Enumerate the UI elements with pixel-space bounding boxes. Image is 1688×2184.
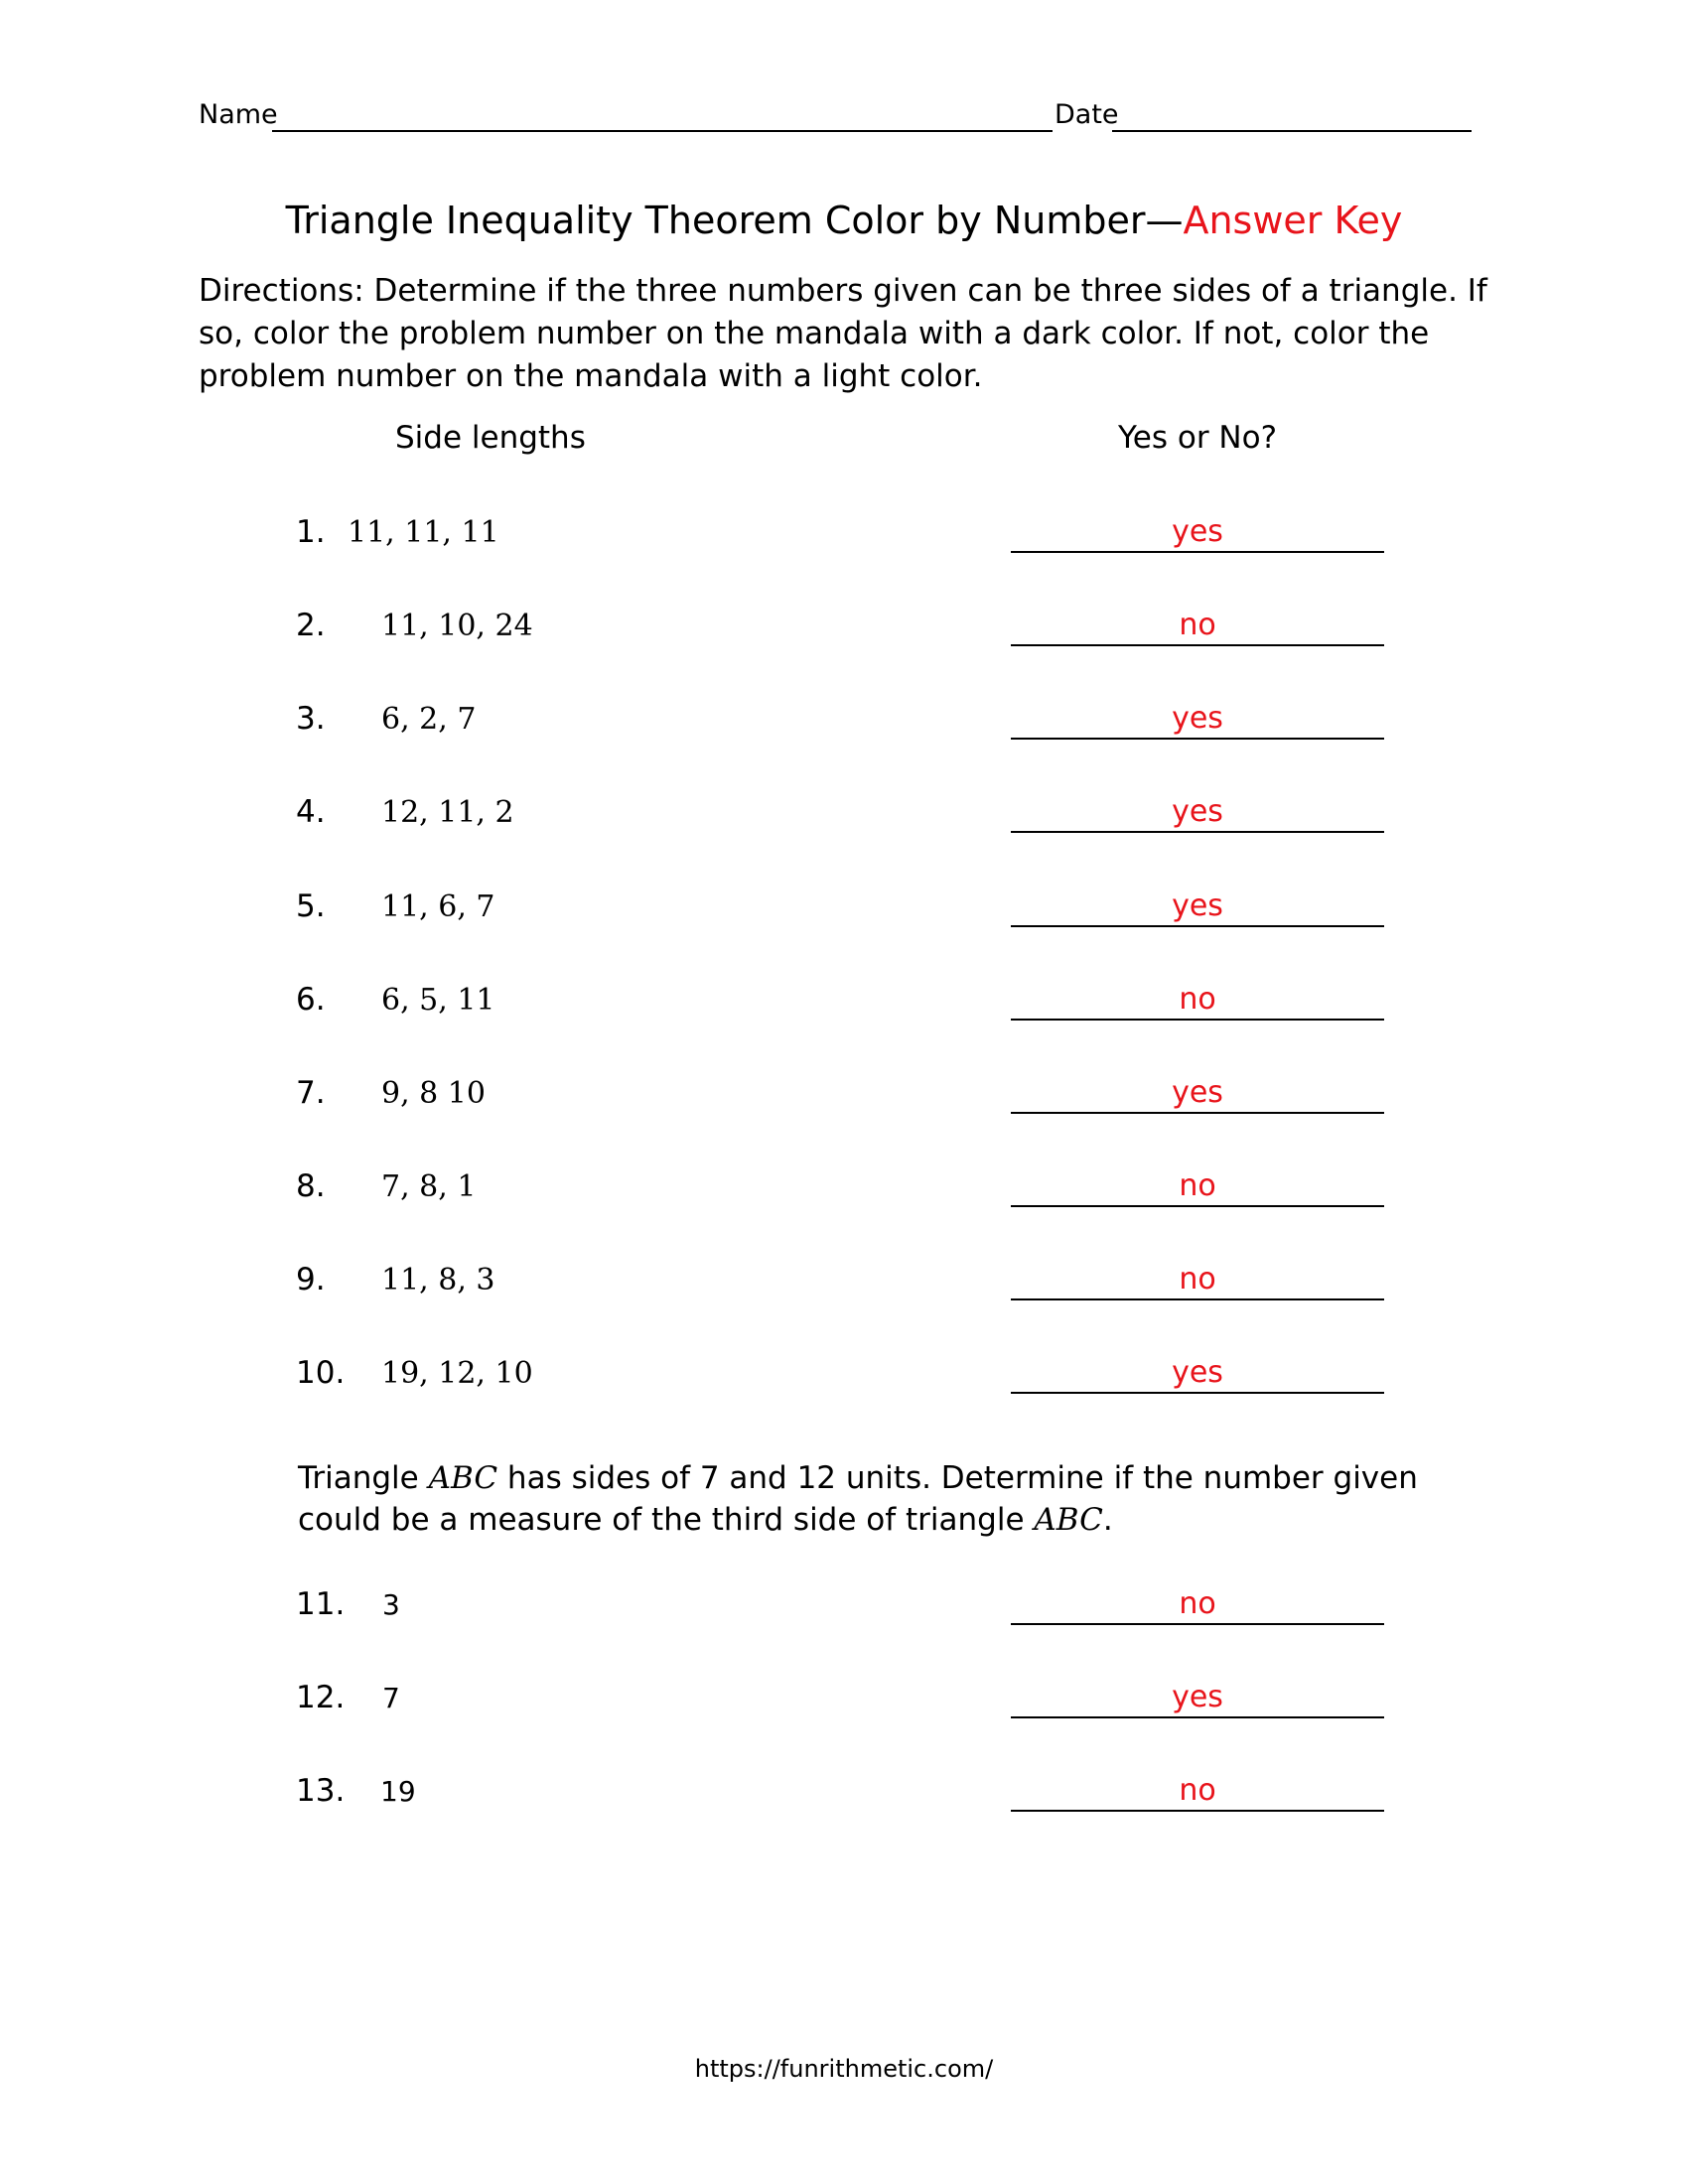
answer-line[interactable] [1011,551,1384,553]
answer-line[interactable] [1011,1298,1384,1300]
problem-number: 5. [296,888,326,924]
directions-text: : Determine if the three numbers given can be three sides of a triangle. If so, color the problem number on the mandala with a dark color. If not, color the problem number on the mandala with a light color. [199,273,1487,394]
problem-answer: yes [1172,888,1223,923]
problem-side-lengths: 7, 8, 1 [381,1169,477,1204]
footer-url[interactable]: https://funrithmetic.com/ [694,2055,994,2083]
prompt-var-abc: ABC [1034,1502,1103,1538]
problem-side-lengths: 11, 11, 11 [348,515,499,550]
problem-number: 2. [296,608,326,643]
problem-answer: yes [1172,514,1223,549]
problem-answer: no [1179,1773,1216,1808]
problem-number: 9. [296,1262,326,1297]
problem-side-lengths: 11, 10, 24 [381,609,533,643]
problem-number: 6. [296,982,326,1018]
answer-line[interactable] [1011,1623,1384,1625]
answer-line[interactable] [1011,738,1384,740]
problem-number: 7. [296,1075,326,1111]
column-heading-yes-or-no: Yes or No? [1117,420,1278,456]
date-label: Date [1055,99,1119,130]
third-side-value: 7 [382,1682,400,1714]
name-blank-line[interactable] [272,130,1053,132]
problem-answer: no [1179,1586,1216,1621]
problem-answer: no [1179,982,1216,1017]
triangle-abc-prompt [298,1457,1489,1541]
answer-line[interactable] [1011,1716,1384,1718]
problem-answer: no [1179,1168,1216,1203]
problem-number: 8. [296,1168,326,1204]
problem-side-lengths: 6, 5, 11 [381,983,495,1018]
problem-number: 12. [296,1680,346,1715]
answer-line[interactable] [1011,925,1384,927]
problem-side-lengths: 19, 12, 10 [381,1356,533,1391]
problem-answer: yes [1172,701,1223,736]
column-heading-side-lengths: Side lengths [395,420,586,456]
problem-answer: yes [1172,1075,1223,1110]
answer-line[interactable] [1011,1810,1384,1812]
page-title [0,199,1688,242]
date-blank-line[interactable] [1112,130,1472,132]
prompt-text-1: Triangle [298,1460,429,1496]
problem-side-lengths: 9, 8 10 [381,1076,486,1111]
problem-side-lengths: 6, 2, 7 [381,702,477,737]
answer-line[interactable] [1011,644,1384,646]
problem-number: 1. [296,514,326,550]
problem-answer: no [1179,1262,1216,1297]
directions-label: Directions [199,273,354,309]
problem-number: 11. [296,1586,346,1622]
answer-line[interactable] [1011,831,1384,833]
directions [199,270,1489,398]
problem-answer: yes [1172,1355,1223,1390]
prompt-text-2: has sides of 7 and 12 units. Determine if the number given could be a measure of the third side of triangle [298,1460,1418,1538]
prompt-var-abc: ABC [428,1460,498,1496]
problem-number: 3. [296,701,326,737]
answer-line[interactable] [1011,1112,1384,1114]
title-answer-key: Answer Key [1183,199,1403,242]
third-side-value: 3 [382,1588,400,1621]
problem-side-lengths: 11, 6, 7 [381,889,495,924]
third-side-value: 19 [380,1775,416,1808]
answer-line[interactable] [1011,1205,1384,1207]
problem-number: 4. [296,794,326,830]
answer-line[interactable] [1011,1019,1384,1021]
problem-number: 13. [296,1773,346,1809]
problem-answer: yes [1172,1680,1223,1714]
problem-side-lengths: 12, 11, 2 [381,795,514,830]
problem-answer: no [1179,608,1216,642]
title-main: Triangle Inequality Theorem Color by Number— [285,199,1184,242]
name-label: Name [199,99,278,130]
answer-line[interactable] [1011,1392,1384,1394]
problem-answer: yes [1172,794,1223,829]
prompt-text-3: . [1102,1502,1113,1538]
problem-number: 10. [296,1355,346,1391]
problem-side-lengths: 11, 8, 3 [381,1263,495,1297]
